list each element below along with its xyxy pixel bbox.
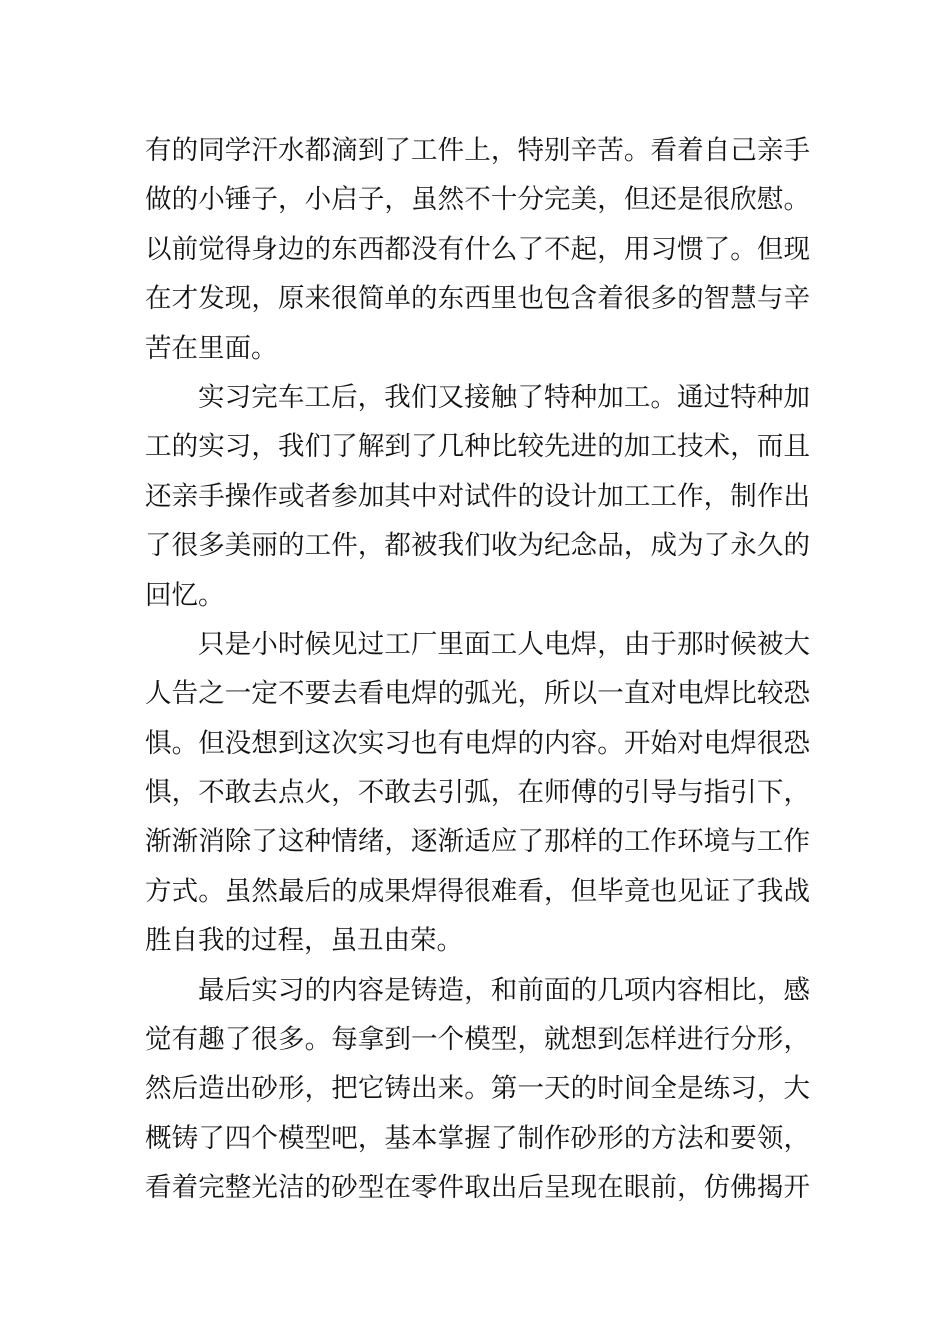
text-line: 做的小锤子，小启子，虽然不十分完美，但还是很欣慰。: [145, 184, 810, 216]
text-line: 还亲手操作或者参加其中对试件的设计加工工作，制作出: [145, 480, 810, 512]
text-line: 最后实习的内容是铸造，和前面的几项内容相比，感: [198, 974, 810, 1006]
paragraph-4: [145, 966, 810, 1213]
paragraph-2: [145, 373, 810, 620]
text-line: 看着完整光洁的砂型在零件取出后呈现在眼前，仿佛揭开: [145, 1172, 810, 1204]
text-line: 有的同学汗水都滴到了工件上，特别辛苦。看着自己亲手: [145, 135, 810, 166]
text-line: 渐渐消除了这种情绪，逐渐适应了那样的工作环境与工作: [145, 826, 810, 858]
text-line: 苦在里面。: [145, 332, 278, 364]
text-line: 然后造出砂形，把它铸出来。第一天的时间全是练习，大: [145, 1073, 810, 1105]
document-body: [145, 126, 810, 1213]
text-line: 只是小时候见过工厂里面工人电焊，由于那时候被大: [198, 628, 810, 660]
text-line: 概铸了四个模型吧，基本掌握了制作砂形的方法和要领，: [145, 1122, 810, 1154]
text-line: 方式。虽然最后的成果焊得很难看，但毕竟也见证了我战: [145, 875, 810, 907]
text-line: 实习完车工后，我们又接触了特种加工。通过特种加: [198, 381, 810, 413]
text-line: 胜自我的过程，虽丑由荣。: [145, 925, 463, 957]
text-line: 惧。但没想到这次实习也有电焊的内容。开始对电焊很恐: [145, 727, 810, 759]
text-line: 以前觉得身边的东西都没有什么了不起，用习惯了。但现: [145, 233, 810, 265]
text-line: 在才发现，原来很简单的东西里也包含着很多的智慧与辛: [145, 283, 810, 315]
text-line: 人告之一定不要去看电焊的弧光，所以一直对电焊比较恐: [145, 678, 810, 710]
text-line: 了很多美丽的工件，都被我们收为纪念品，成为了永久的: [145, 530, 810, 562]
paragraph-1: [145, 126, 810, 373]
text-line: 工的实习，我们了解到了几种比较先进的加工技术，而且: [145, 431, 810, 463]
text-line: 惧，不敢去点火，不敢去引弧，在师傅的引导与指引下，: [145, 777, 810, 809]
text-line: 回忆。: [145, 579, 225, 611]
text-line: 觉有趣了很多。每拿到一个模型，就想到怎样进行分形，: [145, 1024, 810, 1056]
paragraph-3: [145, 620, 810, 966]
